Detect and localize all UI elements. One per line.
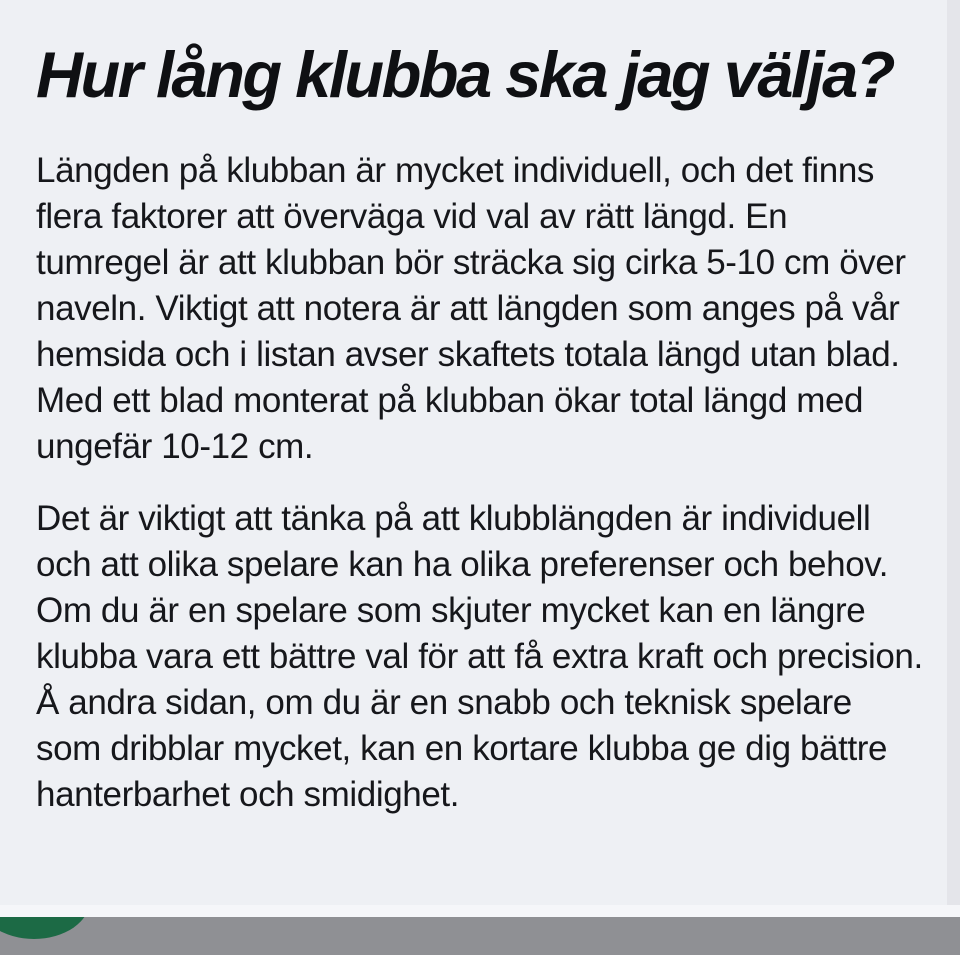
- article-heading: Hur lång klubba ska jag välja?: [36, 38, 893, 111]
- article-paragraph-2: Det är viktigt att tänka på att klubblängden är individuell och att olika spelare kan ha olika preferenser och behov. Om du är en spelare som skjuter mycket kan en längre klubba vara ett bättre val för att få extra kraft och precision. Å andra sidan, om du är en snabb och teknisk spelare som dribblar mycket, kan en kortare klubba ge dig bättre hanterbarhet och smidighet.: [36, 499, 923, 814]
- green-logo-shape: [0, 917, 90, 939]
- section-divider: [0, 905, 960, 917]
- next-section-preview: [0, 917, 960, 955]
- adjacent-page-edge: [947, 0, 960, 917]
- article-paragraph-1: Längden på klubban är mycket individuell, och det finns flera faktorer att överväga vid val av rätt längd. En tumregel är att klubban bör sträcka sig cirka 5-10 cm över naveln. Viktigt att notera är att längden som anges på vår hemsida och i listan avser skaftets totala längd utan blad. Med ett blad monterat på klubban ökar total längd med ungefär 10-12 cm.: [36, 151, 906, 466]
